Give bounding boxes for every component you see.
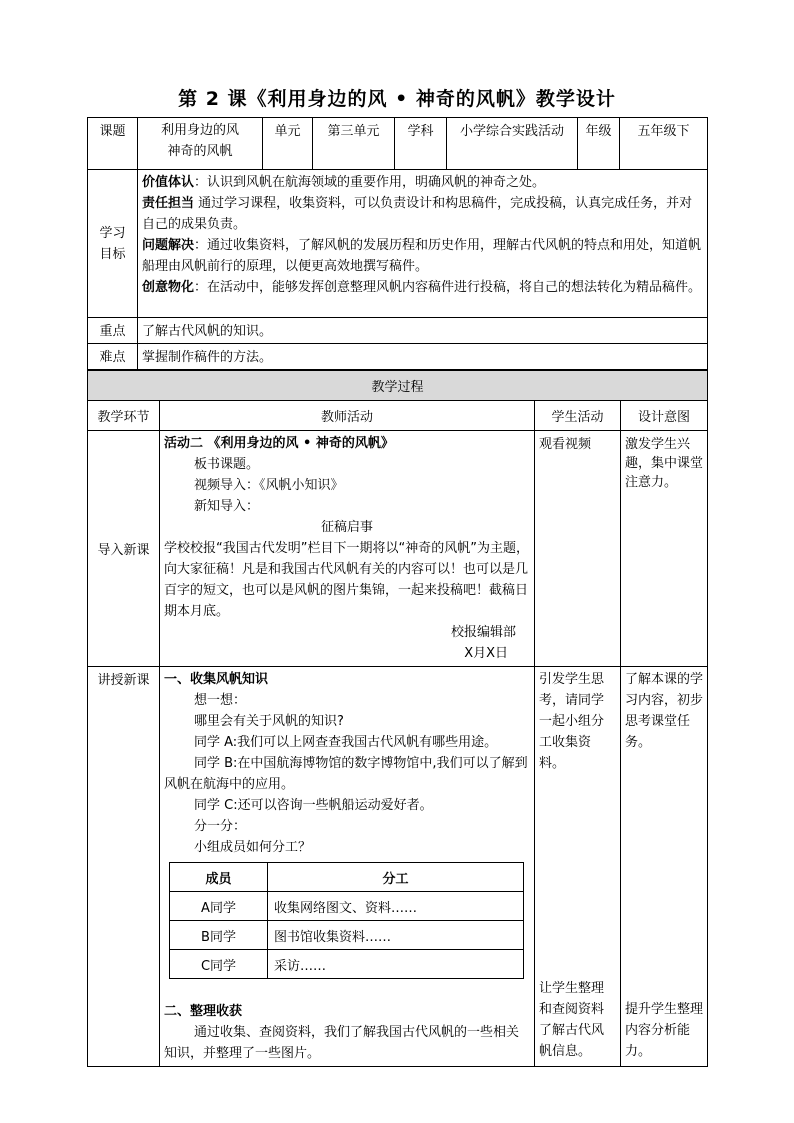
division-member: B同学 (170, 921, 268, 950)
division-member: C同学 (170, 950, 268, 979)
key-point-text: 了解古代风帆的知识。 (138, 318, 708, 344)
intro-line2: 视频导入：《风帆小知识》 (194, 478, 344, 493)
intro-line1: 板书课题。 (194, 457, 260, 472)
unit-label: 单元 (263, 118, 313, 170)
student-b: 同学 B:在中国航海博物馆的数字博物馆中,我们可以了解到风帆在航海中的应用。 (164, 756, 528, 792)
notice-sign: 校报编辑部 (450, 625, 516, 640)
sec1-title: 一、收集风帆知识 (164, 672, 269, 687)
difficulty-label: 难点 (88, 344, 138, 370)
teach-student-text2: 让学生整理和查阅资料了解古代风帆信息。 (539, 981, 605, 1059)
table-row (170, 950, 524, 979)
table-row (170, 892, 524, 921)
grade-value: 五年级下 (620, 118, 708, 170)
table-row (170, 921, 524, 950)
process-table (87, 370, 708, 1067)
objective-value (142, 172, 703, 193)
division-task: 图书馆收集资料…… (268, 921, 524, 950)
col-student: 学生活动 (535, 401, 621, 431)
stage-intro: 导入新课 (88, 431, 160, 667)
objective-responsibility-text: 通过学习课程，收集资料，可以负责设计和构思稿件，完成投稿，认真完成任务，并对自己的成果负责。 (142, 196, 693, 232)
objectives-content (138, 170, 708, 318)
stage-teach: 讲授新课 (88, 667, 160, 1067)
intro-intent: 激发学生兴趣，集中课堂注意力。 (621, 431, 708, 667)
teach-teacher-activity (160, 667, 535, 1067)
unit-value: 第三单元 (313, 118, 395, 170)
question: 哪里会有关于风帆的知识? (194, 714, 344, 729)
divide-question: 小组成员如何分工？ (194, 840, 312, 855)
lesson-value (138, 118, 263, 170)
lesson-label: 课题 (88, 118, 138, 170)
key-point-label: 重点 (88, 318, 138, 344)
lesson-value-line2: 神奇的风帆 (167, 144, 233, 159)
sec2-title: 二、整理收获 (164, 1004, 243, 1019)
division-head-member: 成员 (170, 863, 268, 892)
objective-value-text: ：认识到风帆在航海领域的重要作用，明确风帆的神奇之处。 (194, 175, 546, 190)
objective-creative-text: ：在活动中，能够发挥创意整理风帆内容稿件进行投稿，将自己的想法转化为精品稿件。 (194, 280, 702, 295)
objective-problem-text: ：通过收集资料，了解风帆的发展历程和历史作用，理解古代风帆的特点和用处，知道帆船理由风帆前行的原理，以便更高效地撰写稿件。 (142, 238, 702, 274)
teach-intent-text2: 提升学生整理内容分析能力。 (625, 1002, 704, 1059)
notice-title: 征稿启事 (320, 520, 373, 535)
objective-problem (142, 235, 703, 277)
teach-student-text1: 引发学生思考，请同学一起小组分工收集资料。 (539, 672, 605, 771)
notice-date: X月X日 (464, 646, 508, 661)
col-intent: 设计意图 (621, 401, 708, 431)
intro-line3: 新知导入： (194, 499, 260, 514)
student-c: 同学 C:还可以咨询一些帆船运动爱好者。 (194, 798, 433, 813)
subject-label: 学科 (395, 118, 447, 170)
think-label: 想一想： (194, 693, 247, 708)
intro-teacher-activity (160, 431, 535, 667)
division-task: 收集网络图文、资料…… (268, 892, 524, 921)
subject-value: 小学综合实践活动 (447, 118, 578, 170)
notice-body: 学校校报“我国古代发明”栏目下一期将以“神奇的风帆”为主题，向大家征稿！凡是和我国古代风帆有关的内容可以！也可以是几百字的短文，也可以是风帆的图片集锦，一起来投稿吧！截稿日期本月底。 (164, 541, 529, 619)
division-table (169, 862, 524, 979)
intro-student: 观看视频 (535, 431, 621, 667)
difficulty-text: 掌握制作稿件的方法。 (138, 344, 708, 370)
objectives-label (88, 170, 138, 318)
lesson-value-line1: 利用身边的风 (160, 123, 239, 138)
objective-value-head: 价值体认 (142, 175, 195, 190)
objective-responsibility (142, 193, 703, 235)
objectives-label-line2: 目标 (99, 246, 126, 262)
objective-responsibility-head: 责任担当 (142, 196, 195, 211)
objective-problem-head: 问题解决 (142, 238, 195, 253)
division-member: A同学 (170, 892, 268, 921)
process-header: 教学过程 (88, 371, 708, 401)
activity-title: 活动二 《利用身边的风 • 神奇的风帆》 (164, 436, 394, 451)
objective-creative-head: 创意物化 (142, 280, 195, 295)
teach-intent (621, 667, 708, 1067)
teach-student (535, 667, 621, 1067)
student-a: 同学 A:我们可以上网查查我国古代风帆有哪些用途。 (194, 735, 498, 750)
page-title: 第 2 课《利用身边的风 • 神奇的风帆》教学设计 (178, 88, 616, 110)
teach-intent-text1: 了解本课的学习内容，初步思考课堂任务。 (625, 672, 704, 750)
objectives-label-line1: 学习 (99, 225, 126, 241)
divide-label: 分一分： (194, 819, 247, 834)
col-teacher: 教师活动 (160, 401, 535, 431)
division-head-task: 分工 (268, 863, 524, 892)
objective-creative (142, 277, 703, 298)
division-task: 采访…… (268, 950, 524, 979)
lesson-info-table (87, 117, 708, 370)
sec2-body: 通过收集、查阅资料，我们了解我国古代风帆的一些相关知识，并整理了一些图片。 (164, 1025, 520, 1061)
col-stage: 教学环节 (88, 401, 160, 431)
grade-label: 年级 (578, 118, 620, 170)
